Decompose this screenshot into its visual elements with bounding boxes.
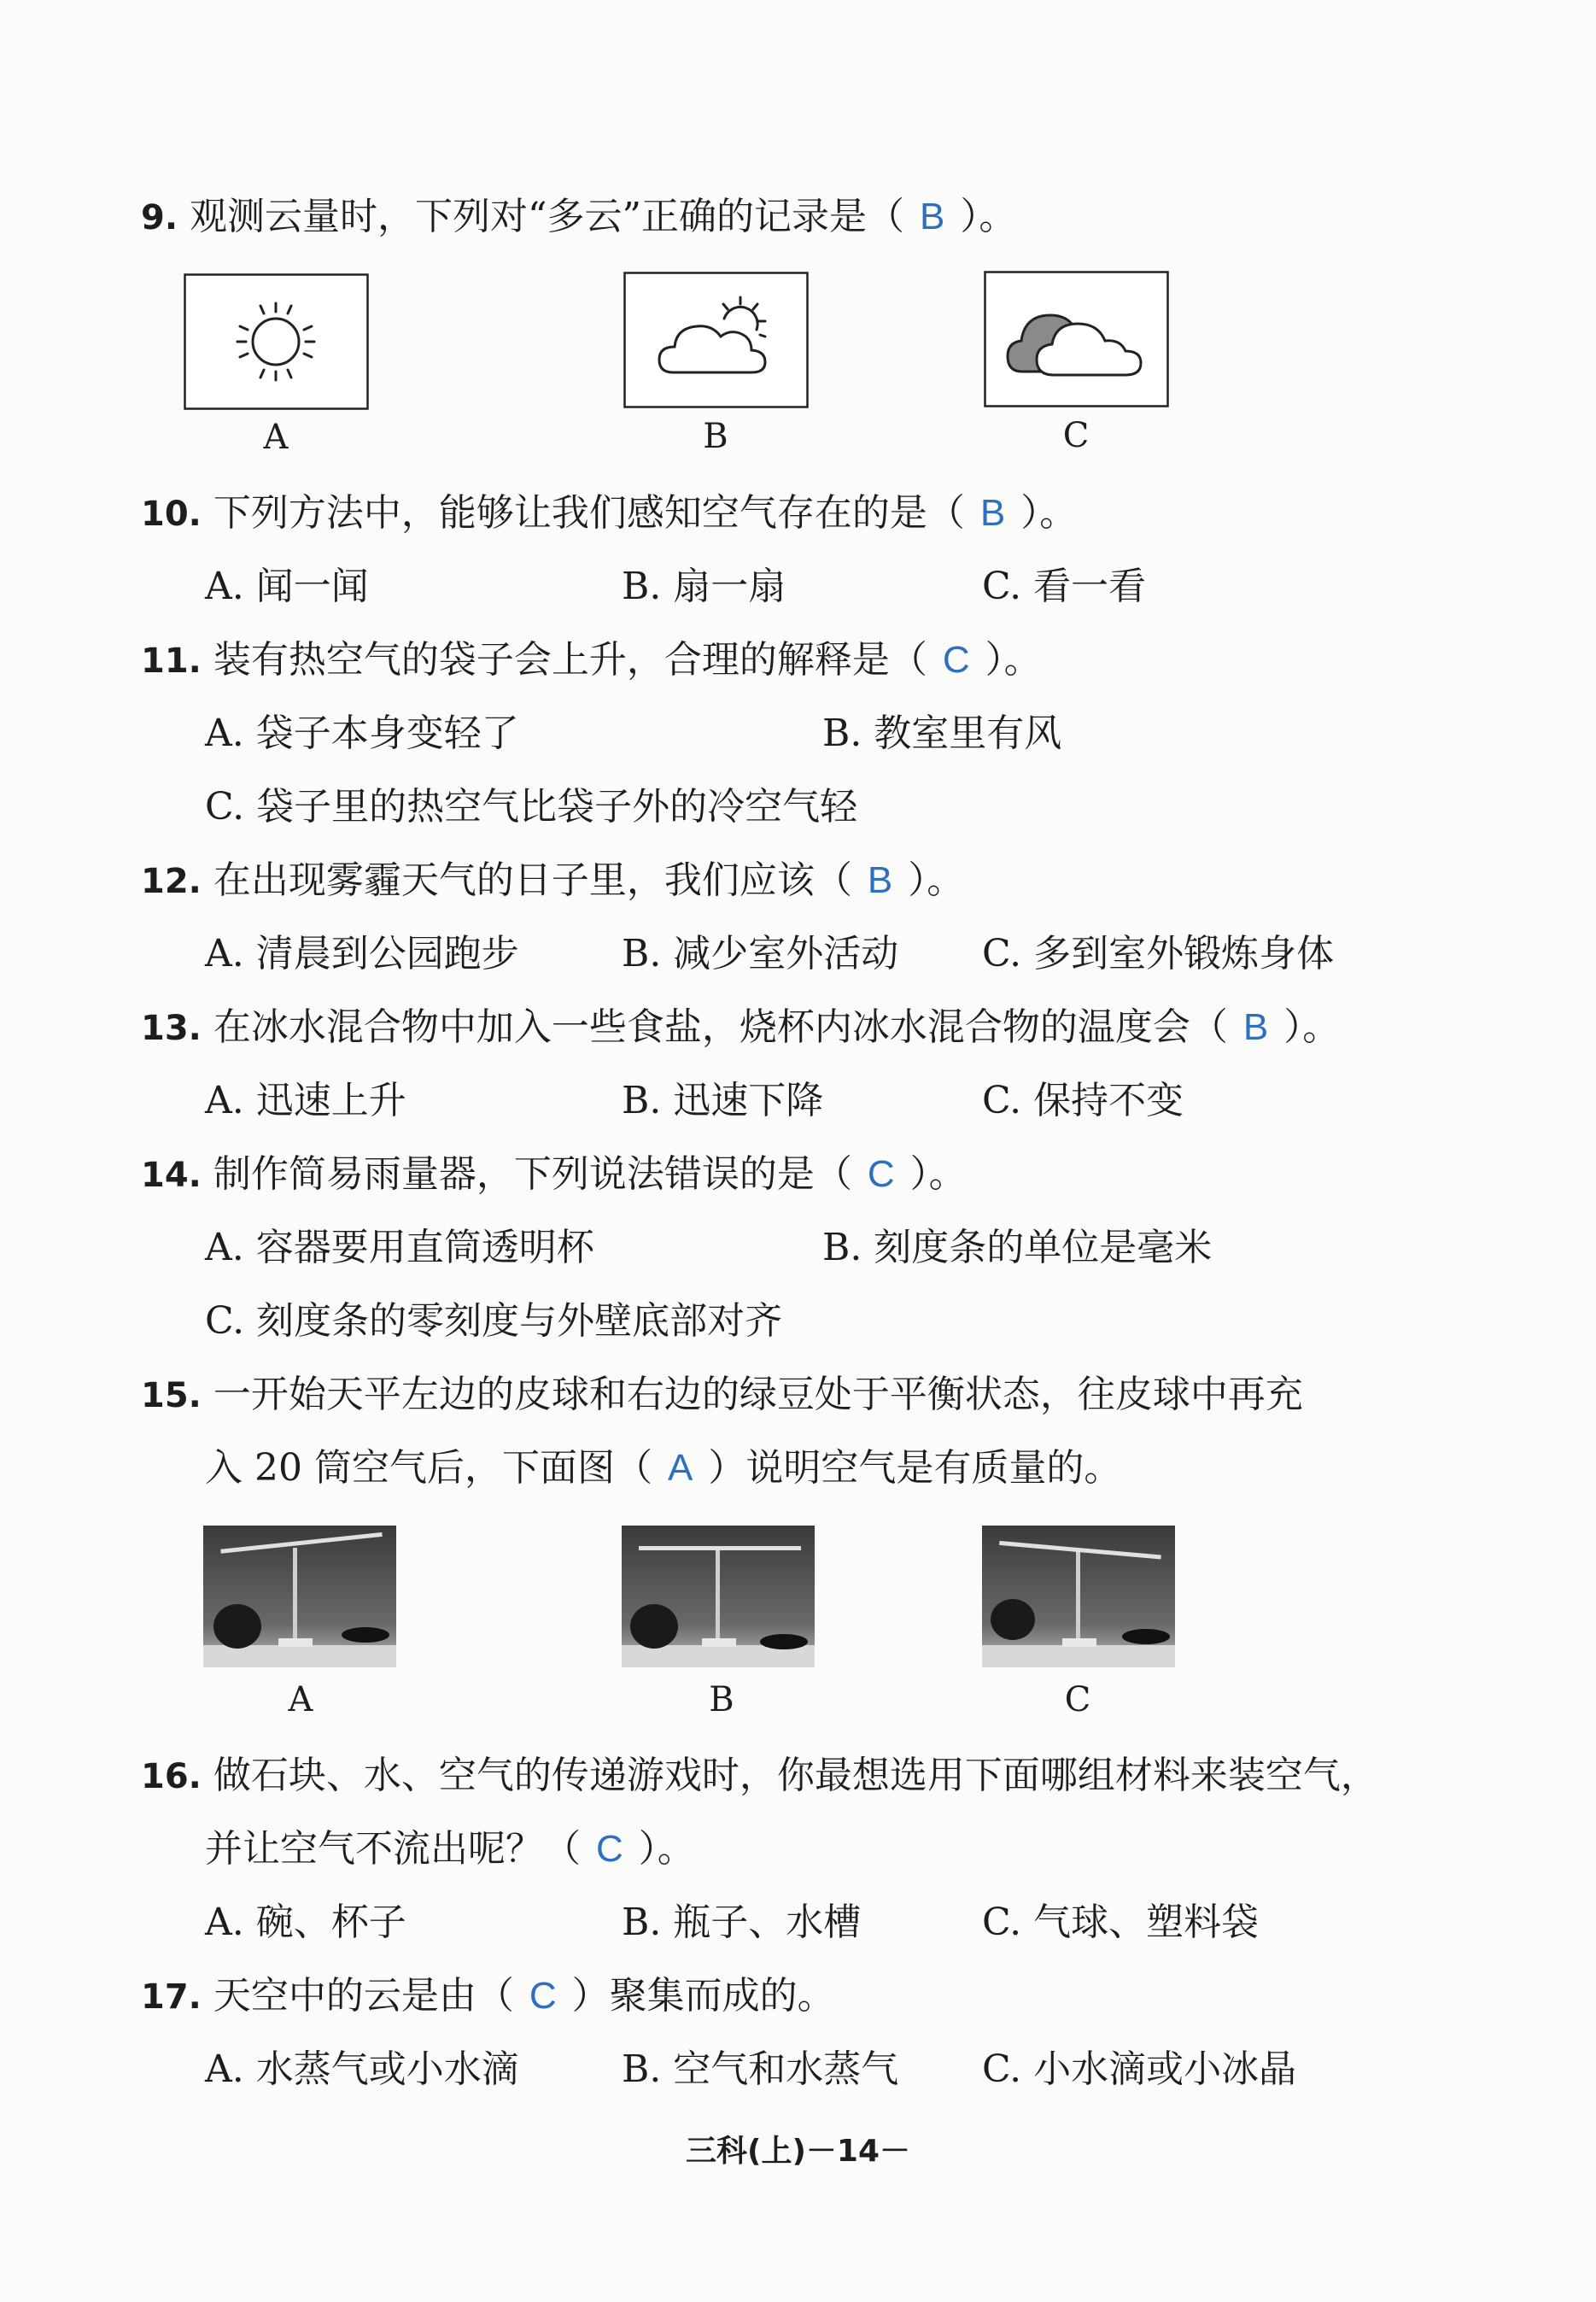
option-c: C. 袋子里的热空气比袋子外的冷空气轻 <box>205 785 858 829</box>
figure-caption: B <box>703 417 728 456</box>
option-b: B. 减少室外活动 <box>622 932 899 975</box>
question-tail: ）。 <box>1283 1005 1341 1049</box>
balance-photo-b <box>622 1526 815 1671</box>
question-number: 14. <box>141 1156 202 1195</box>
question-tail: ）。 <box>1020 491 1078 535</box>
figure-caption: C <box>1064 1680 1091 1719</box>
question-text: 一开始天平左边的皮球和右边的绿豆处于平衡状态，往皮球中再充 <box>213 1373 1303 1416</box>
page-footer: 三科(上)－14－ <box>685 2134 910 2169</box>
question-text: 做石块、水、空气的传递游戏时，你最想选用下面哪组材料来装空气， <box>213 1754 1378 1797</box>
balance-photo-c <box>982 1526 1175 1671</box>
option-b: B. 扇一扇 <box>622 565 786 608</box>
option-b: B. 迅速下降 <box>622 1079 824 1122</box>
question-number: 10. <box>141 495 202 534</box>
answer: C <box>596 1828 623 1870</box>
figure-caption: A <box>288 1680 313 1719</box>
sun-icon <box>184 273 369 413</box>
answer: C <box>942 639 970 681</box>
overcast-icon <box>984 271 1169 411</box>
question-11 <box>141 636 1042 686</box>
option-a: A. 闻一闻 <box>205 565 369 608</box>
question-text: 装有热空气的袋子会上升，合理的解释是（ <box>213 638 927 682</box>
question-number: 15. <box>141 1376 202 1415</box>
question-10 <box>141 489 1077 539</box>
option-a: A. 迅速上升 <box>205 1079 406 1122</box>
option-c: C. 保持不变 <box>982 1079 1184 1122</box>
question-text: 制作简易雨量器，下列说法错误的是（ <box>213 1152 852 1196</box>
answer: C <box>529 1975 557 2017</box>
question-9 <box>141 192 1016 243</box>
option-a: A. 清晨到公园跑步 <box>205 932 519 975</box>
option-a: A. 容器要用直筒透明杯 <box>205 1226 594 1269</box>
partly-cloudy-icon <box>623 272 809 412</box>
question-16-line2 <box>205 1825 695 1874</box>
answer: B <box>867 859 893 901</box>
option-c: C. 小水滴或小冰晶 <box>982 2047 1297 2091</box>
option-a: A. 水蒸气或小水滴 <box>205 2047 519 2091</box>
option-b: B. 刻度条的单位是毫米 <box>822 1226 1213 1269</box>
question-tail: ）。 <box>985 638 1042 682</box>
option-c: C. 看一看 <box>982 565 1147 608</box>
question-text: 并让空气不流出呢？（ <box>205 1827 581 1871</box>
figure-caption: C <box>1062 416 1090 455</box>
question-15-line2 <box>205 1444 1121 1493</box>
question-text: 观测云量时，下列对“多云”正确的记录是（ <box>190 195 905 238</box>
question-number: 17. <box>141 1977 202 2017</box>
answer: A <box>667 1447 693 1489</box>
question-15 <box>141 1370 1303 1420</box>
option-c: C. 刻度条的零刻度与外壁底部对齐 <box>205 1299 783 1343</box>
answer: C <box>867 1153 895 1195</box>
question-tail: ）说明空气是有质量的。 <box>708 1446 1122 1490</box>
question-14 <box>141 1150 967 1200</box>
question-number: 12. <box>141 862 202 901</box>
question-number: 13. <box>141 1009 202 1048</box>
question-tail: ）。 <box>638 1827 695 1871</box>
question-tail: ）聚集而成的。 <box>571 1974 835 2018</box>
answer: B <box>1242 1006 1269 1048</box>
option-a: A. 袋子本身变轻了 <box>205 712 519 755</box>
question-number: 16. <box>141 1757 202 1796</box>
answer: B <box>979 492 1006 534</box>
question-number: 9. <box>141 198 178 237</box>
question-tail: ）。 <box>960 195 1017 238</box>
question-text: 入 20 筒空气后，下面图（ <box>205 1446 652 1490</box>
figure-caption: A <box>263 418 289 457</box>
question-text: 下列方法中，能够让我们感知空气存在的是（ <box>213 491 965 535</box>
question-13 <box>141 1003 1340 1053</box>
option-c: C. 多到室外锻炼身体 <box>982 932 1335 975</box>
question-text: 在出现雾霾天气的日子里，我们应该（ <box>213 858 852 902</box>
option-b: B. 瓶子、水槽 <box>622 1901 862 1944</box>
question-tail: ）。 <box>909 1152 967 1196</box>
figure-caption: B <box>709 1680 734 1719</box>
question-17 <box>141 1971 835 2022</box>
question-16 <box>141 1751 1378 1801</box>
answer: B <box>920 196 945 237</box>
question-tail: ）。 <box>908 858 965 902</box>
question-text: 天空中的云是由（ <box>213 1974 514 2018</box>
option-b: B. 空气和水蒸气 <box>622 2047 899 2091</box>
option-b: B. 教室里有风 <box>822 712 1062 755</box>
option-a: A. 碗、杯子 <box>205 1901 406 1944</box>
question-number: 11. <box>141 641 202 681</box>
balance-photo-a <box>203 1526 396 1671</box>
question-12 <box>141 856 964 906</box>
option-c: C. 气球、塑料袋 <box>982 1901 1260 1944</box>
question-text: 在冰水混合物中加入一些食盐，烧杯内冰水混合物的温度会（ <box>213 1005 1228 1049</box>
